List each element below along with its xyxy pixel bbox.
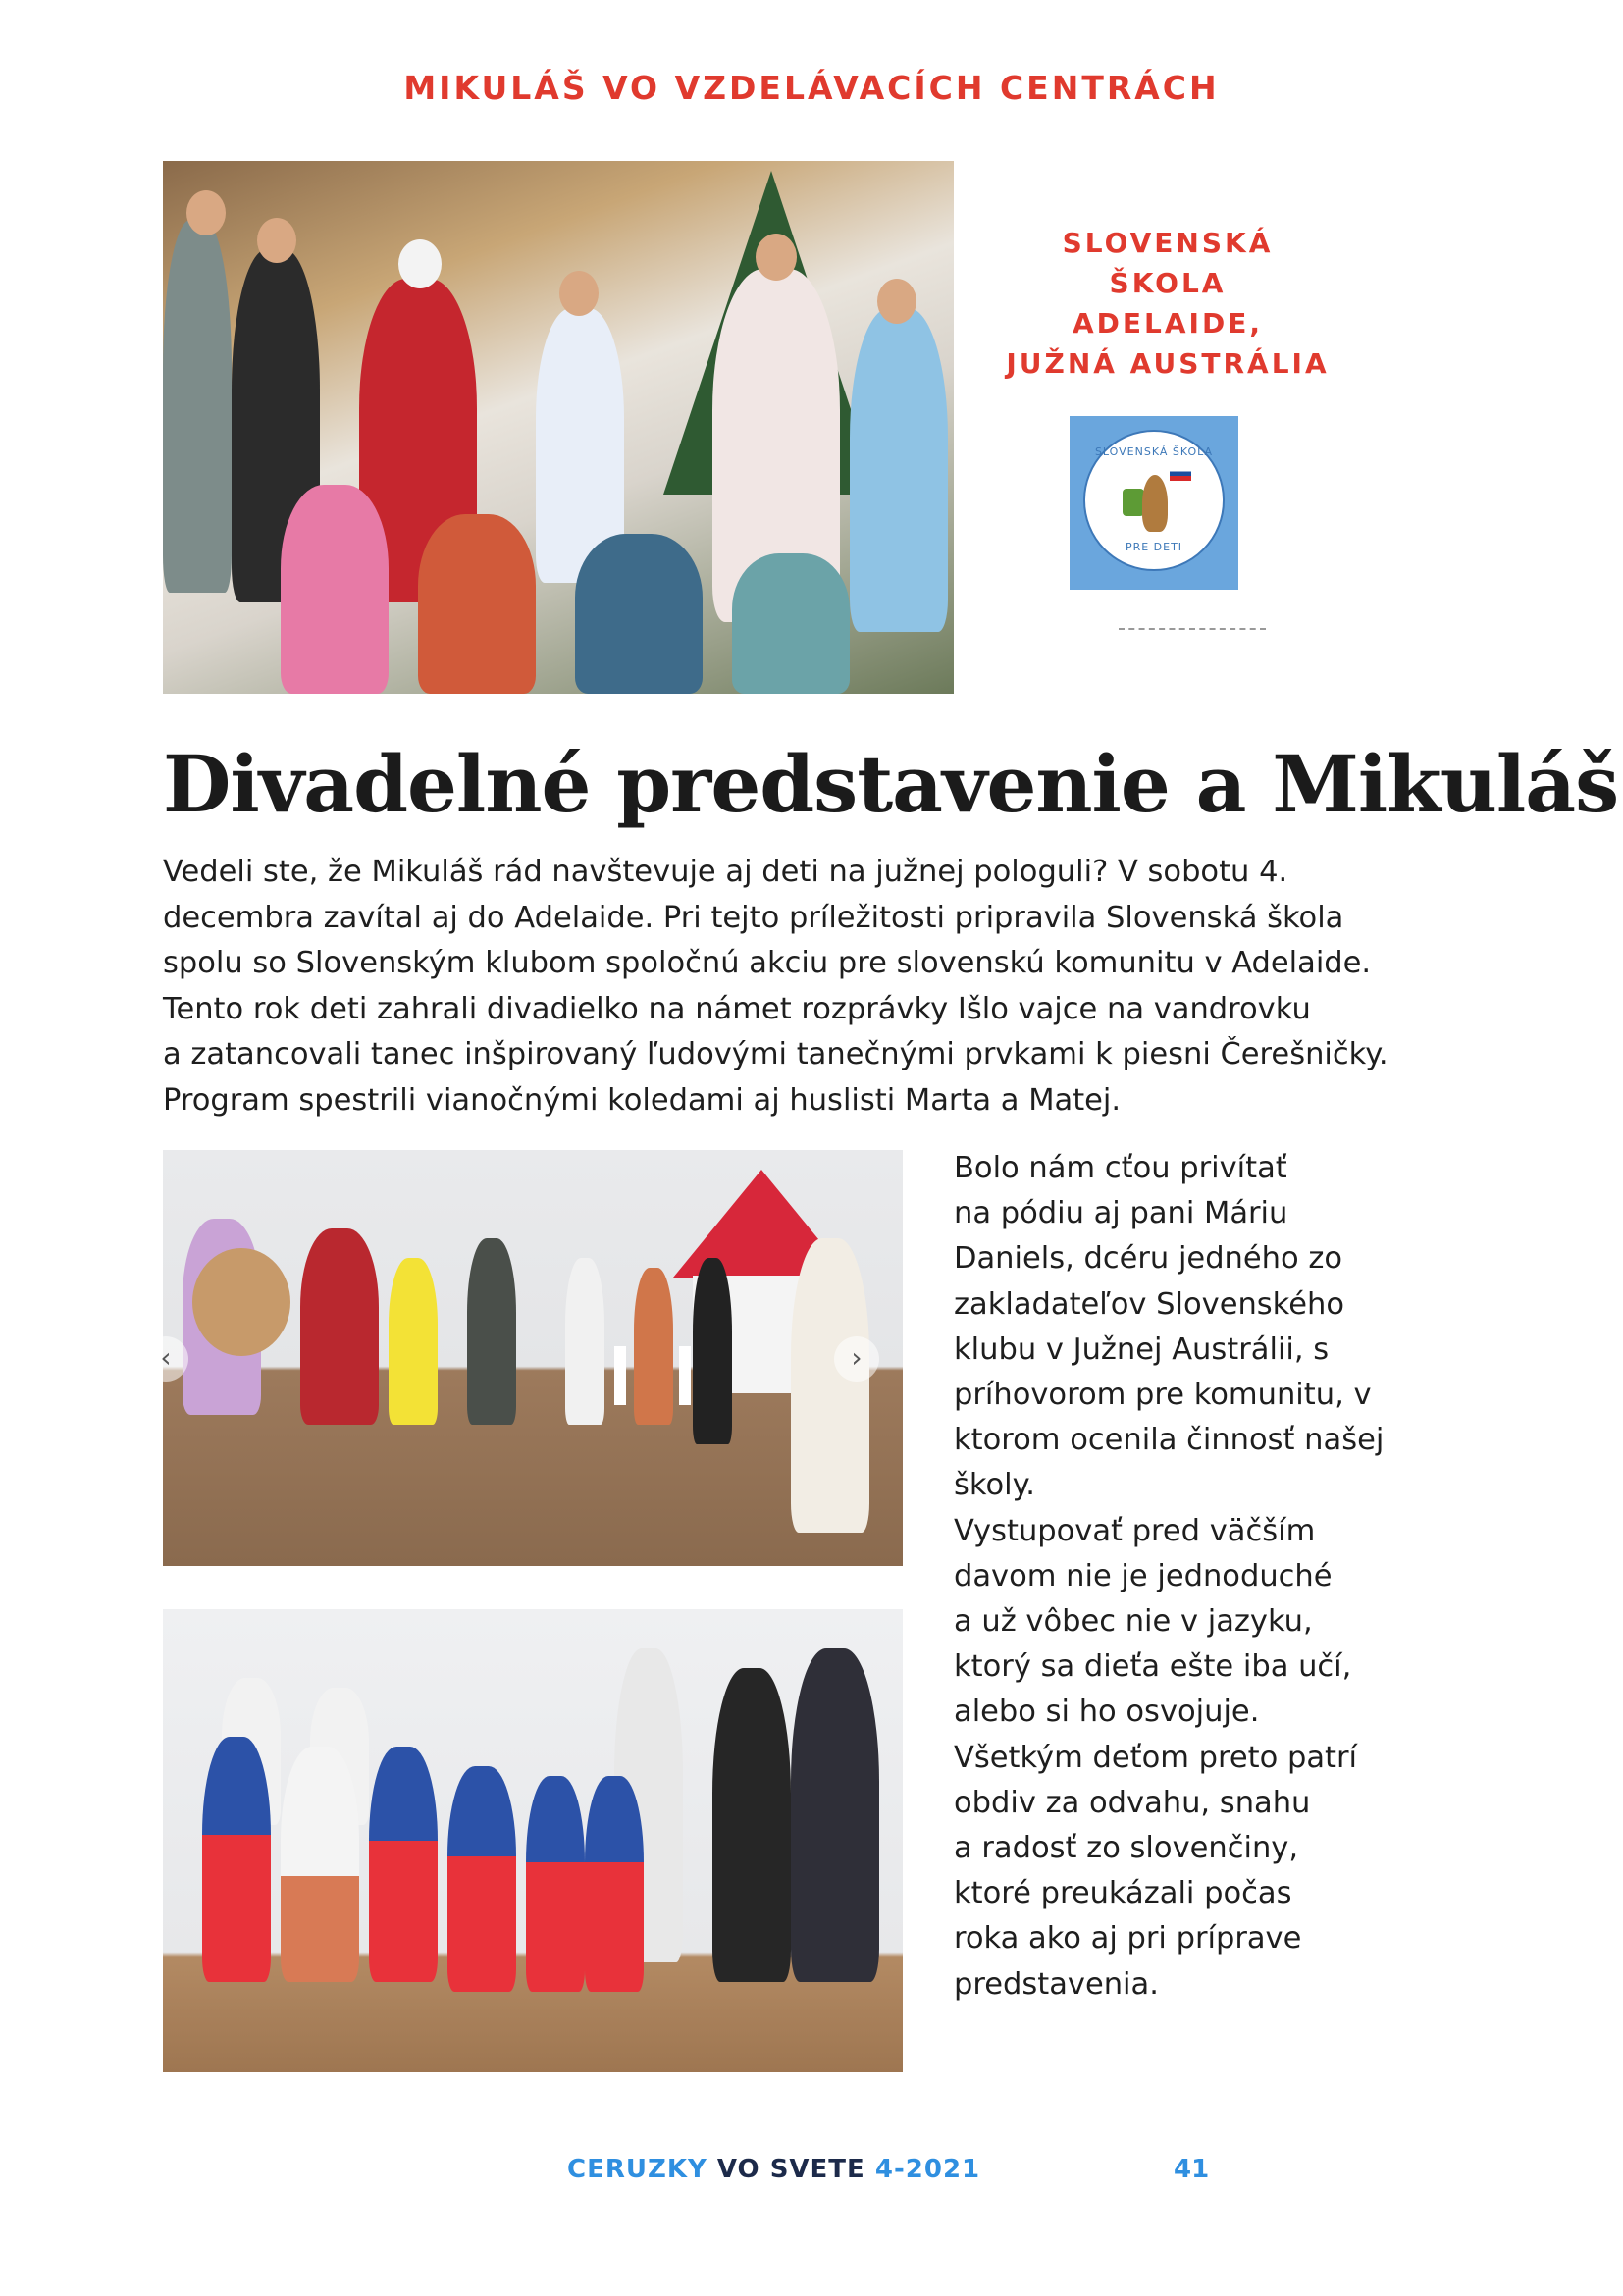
figure (300, 1228, 379, 1425)
figure (693, 1258, 732, 1444)
school-title-line: SLOVENSKÁ (1062, 227, 1274, 259)
side-line: Daniels, dcéru jedného zo (954, 1241, 1343, 1277)
side-line: ktoré preukázali počas (954, 1876, 1292, 1911)
side-line: ktorý sa dieťa ešte iba učí, (954, 1649, 1352, 1685)
intro-line: Program spestrili vianočnými koledami aj huslisti Marta a Matej. (163, 1082, 1122, 1118)
backpack-icon (1123, 489, 1144, 516)
intro-line: a zatancovali tanec inšpirovaný ľudovými tanečnými prvkami k piesni Čerešničky. (163, 1037, 1388, 1071)
side-line: alebo si ho osvojuje. (954, 1695, 1260, 1730)
figure (163, 220, 232, 593)
photo-folk-costumes (163, 1609, 903, 2072)
figure-costume (526, 1776, 585, 1992)
side-line: Vystupovať pred väčším (954, 1513, 1316, 1548)
side-line: predstavenia. (954, 1966, 1159, 2002)
side-line: príhovorom pre komunitu, v (954, 1378, 1372, 1413)
article-intro (163, 850, 1448, 1123)
figure-costume (202, 1737, 271, 1982)
figure-costume (369, 1747, 438, 1982)
intro-line: decembra zavítal aj do Adelaide. Pri tejto príležitosti pripravila Slovenská škola (163, 900, 1344, 935)
magazine-footer (567, 2155, 980, 2184)
magazine-issue: 4-2021 (874, 2155, 981, 2184)
figure (732, 553, 850, 694)
side-line: Všetkým deťom preto patrí (954, 1740, 1357, 1775)
head (186, 190, 226, 235)
figure (712, 1668, 791, 1982)
slovak-flag-icon (1170, 467, 1191, 481)
page-number: 41 (1174, 2155, 1210, 2184)
figure (418, 514, 536, 694)
head (398, 239, 442, 288)
figure (791, 1238, 869, 1533)
side-line: klubu v Južnej Austrálii, s (954, 1331, 1330, 1367)
side-line: roka ako aj pri príprave (954, 1921, 1302, 1957)
head (559, 271, 599, 316)
photo-mikulas-group (163, 161, 954, 694)
photo-theatre-performance (160, 1150, 903, 1566)
egg-costume (192, 1248, 290, 1356)
figure (575, 534, 703, 694)
school-title-line: ADELAIDE, (1073, 307, 1263, 339)
intro-line: Vedeli ste, že Mikuláš rád navštevuje aj deti na južnej pologuli? V sobotu 4. (163, 855, 1288, 889)
logo-text-top: SLOVENSKÁ ŠKOLA (1094, 445, 1214, 458)
side-line: obdiv za odvahu, snahu (954, 1785, 1311, 1820)
side-line: davom nie je jednoduché (954, 1558, 1333, 1593)
figure (791, 1648, 879, 1982)
logo-circle (1083, 430, 1225, 571)
kangaroo-icon (1142, 475, 1168, 532)
side-line: zakladateľov Slovenského (954, 1286, 1345, 1322)
school-title-line: JUŽNÁ AUSTRÁLIA (1006, 347, 1330, 380)
figure (850, 308, 948, 632)
side-line: ktorom ocenila činnosť našej (954, 1423, 1385, 1458)
gallery-next-button[interactable]: › (834, 1336, 879, 1382)
intro-line: spolu so Slovenským klubom spoločnú akciu pre slovenskú komunitu v Adelaide. (163, 946, 1372, 980)
figure-costume (585, 1776, 644, 1992)
figure (634, 1268, 673, 1425)
side-line: a radosť zo slovenčiny, (954, 1831, 1299, 1866)
figure (281, 485, 389, 694)
head (877, 279, 916, 324)
article-side-text (954, 1146, 1415, 2008)
figure (389, 1258, 438, 1425)
logo-text-bottom: PRE DETI (1125, 541, 1183, 553)
head (756, 234, 797, 281)
intro-line: Tento rok deti zahrali divadielko na námet rozprávky Išlo vajce na vandrovku (163, 991, 1311, 1026)
article-headline: Divadelné predstavenie a Mikuláš (163, 738, 1619, 830)
side-line: školy. (954, 1468, 1035, 1503)
magazine-name-part1: CERUZKY (567, 2155, 707, 2184)
side-line: Bolo nám cťou privítať (954, 1151, 1287, 1185)
figure-costume (447, 1766, 516, 1992)
divider (1119, 628, 1266, 630)
school-title (981, 223, 1354, 384)
figure (467, 1238, 516, 1425)
figure-costume (281, 1747, 359, 1982)
section-title: MIKULÁŠ VO VZDELÁVACÍCH CENTRÁCH (403, 69, 1220, 107)
head (257, 218, 296, 263)
magazine-name-part2: VO SVETE (716, 2155, 865, 2184)
school-logo (1070, 416, 1238, 590)
side-line: na pódiu aj pani Máriu (954, 1196, 1288, 1231)
gallery-prev-button[interactable]: ‹ (143, 1336, 188, 1382)
side-line: a už vôbec nie v jazyku, (954, 1604, 1313, 1640)
school-title-line: ŠKOLA (1109, 267, 1227, 299)
figure (565, 1258, 604, 1425)
